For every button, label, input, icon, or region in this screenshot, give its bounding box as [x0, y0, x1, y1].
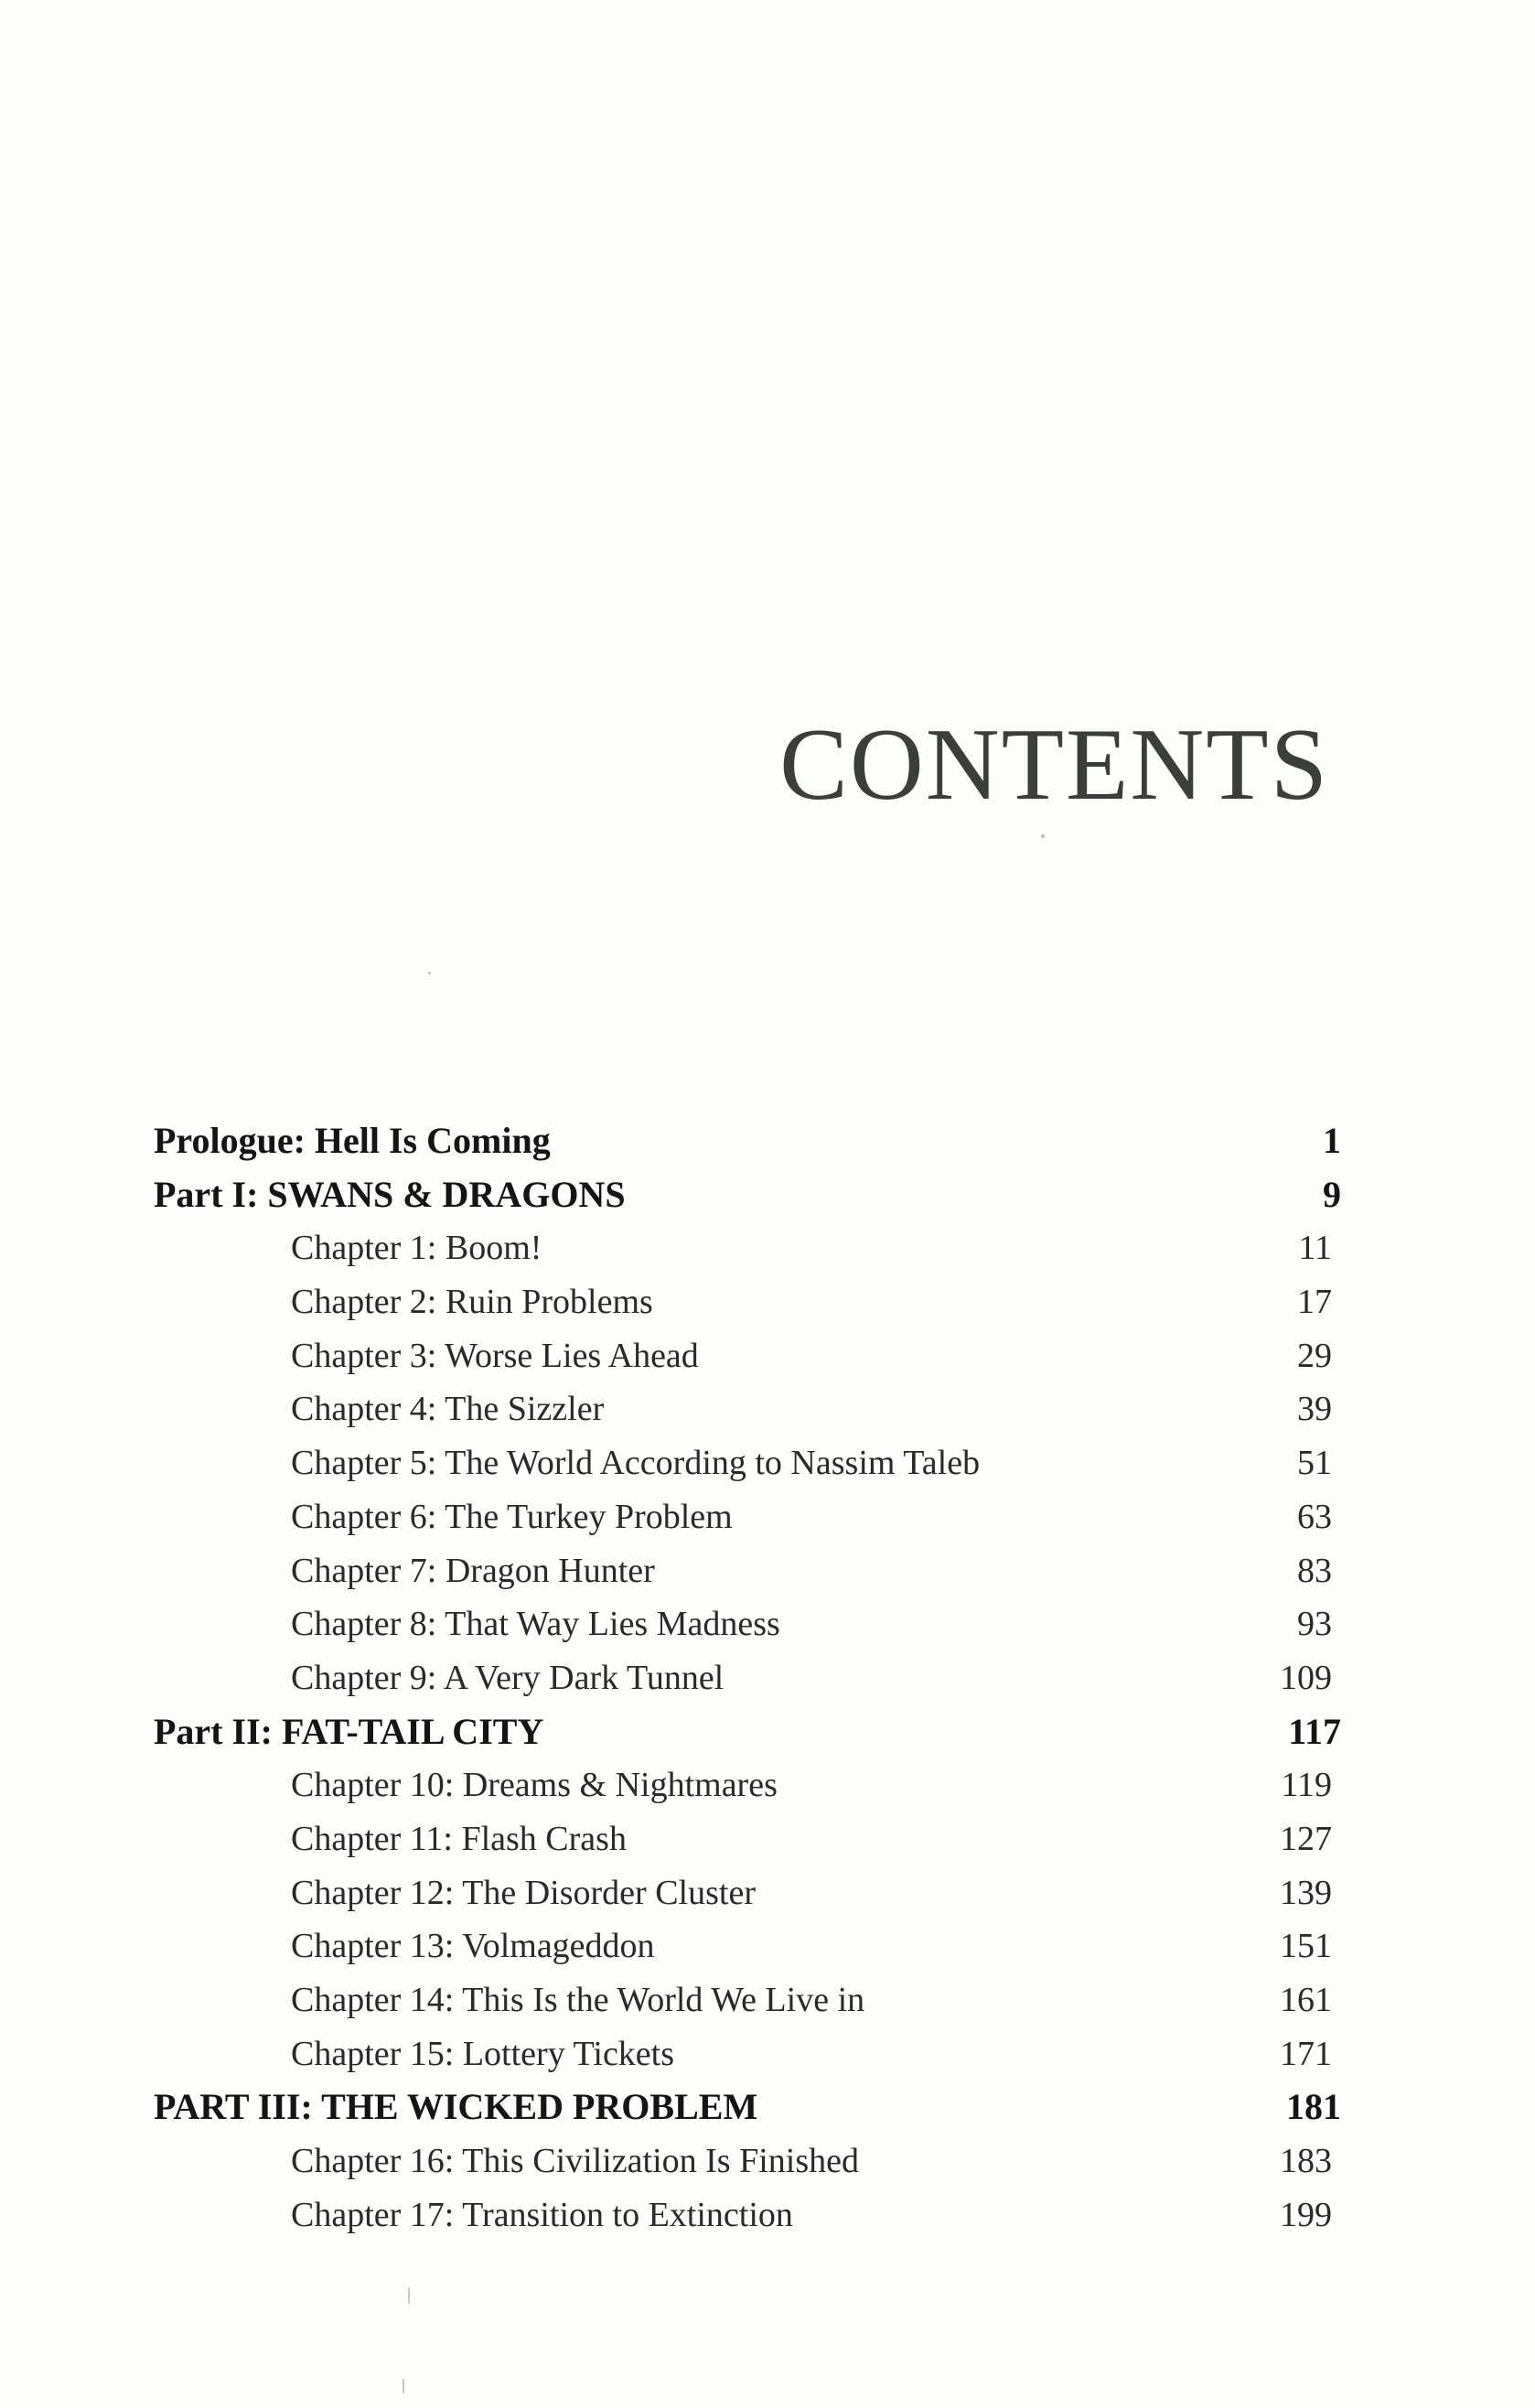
toc-page-number: 181	[1286, 2086, 1341, 2128]
toc-chapter-row	[154, 1866, 1341, 1920]
toc-entry-title: Chapter 7: Dragon Hunter	[291, 1551, 655, 1590]
toc-entry-title: Chapter 12: The Disorder Cluster	[291, 1873, 756, 1912]
toc-page-number: 9	[1323, 1173, 1341, 1215]
toc-page-number: 93	[1297, 1605, 1332, 1644]
toc-part-row	[154, 2080, 1341, 2134]
toc-entry-title: Chapter 17: Transition to Extinction	[291, 2195, 793, 2234]
toc-page-number: 39	[1297, 1390, 1332, 1429]
toc-page-number: 139	[1280, 1873, 1332, 1912]
toc-page-number: 63	[1297, 1497, 1332, 1536]
toc-chapter-row	[154, 1973, 1341, 2027]
toc-chapter-row	[154, 1221, 1341, 1275]
toc-page-number: 83	[1297, 1551, 1332, 1590]
toc-entry-title: Chapter 16: This Civilization Is Finished	[291, 2142, 859, 2181]
toc-page-number: 117	[1288, 1710, 1341, 1752]
page-title: CONTENTS	[779, 708, 1329, 822]
scan-speck	[428, 972, 431, 974]
toc-page-number: 119	[1281, 1766, 1332, 1805]
toc-page-number: 199	[1280, 2195, 1332, 2234]
toc-chapter-row	[154, 1919, 1341, 1973]
toc-page-number: 1	[1323, 1120, 1341, 1161]
toc-entry-title: Chapter 2: Ruin Problems	[291, 1283, 653, 1322]
toc-page-number: 127	[1280, 1819, 1332, 1858]
toc-chapter-row	[154, 1436, 1341, 1490]
table-of-contents	[154, 1114, 1341, 2241]
toc-part-row	[154, 1168, 1341, 1222]
toc-entry-title: Chapter 13: Volmageddon	[291, 1927, 655, 1966]
toc-page-number: 183	[1280, 2142, 1332, 2181]
toc-entry-title: Part II: FAT-TAIL CITY	[154, 1710, 544, 1752]
toc-chapter-row	[154, 1758, 1341, 1812]
toc-entry-title: Chapter 4: The Sizzler	[291, 1390, 605, 1429]
toc-page-number: 51	[1297, 1444, 1332, 1483]
toc-entry-title: Chapter 5: The World According to Nassim Taleb	[291, 1444, 981, 1483]
toc-chapter-row	[154, 1329, 1341, 1383]
toc-chapter-row	[154, 1651, 1341, 1705]
toc-page-number: 29	[1297, 1336, 1332, 1375]
toc-page-number: 161	[1280, 1981, 1332, 2019]
toc-entry-title: Chapter 3: Worse Lies Ahead	[291, 1336, 699, 1375]
toc-entry-title: Chapter 9: A Very Dark Tunnel	[291, 1658, 725, 1697]
scan-speck	[1041, 834, 1045, 838]
toc-entry-title: Chapter 15: Lottery Tickets	[291, 2034, 675, 2073]
toc-chapter-row	[154, 2027, 1341, 2081]
toc-page-number: 17	[1297, 1283, 1332, 1322]
toc-chapter-row	[154, 1597, 1341, 1651]
scan-speck	[403, 2379, 404, 2393]
toc-part-row	[154, 1705, 1341, 1759]
toc-chapter-row	[154, 2188, 1341, 2242]
toc-page-number: 151	[1280, 1927, 1332, 1966]
toc-part-row	[154, 1114, 1341, 1168]
toc-chapter-row	[154, 1275, 1341, 1329]
toc-entry-title: Chapter 14: This Is the World We Live in	[291, 1981, 865, 2019]
toc-entry-title: Prologue: Hell Is Coming	[154, 1120, 551, 1161]
toc-chapter-row	[154, 1544, 1341, 1598]
toc-chapter-row	[154, 2134, 1341, 2188]
toc-chapter-row	[154, 1490, 1341, 1544]
toc-entry-title: Part I: SWANS & DRAGONS	[154, 1173, 626, 1215]
toc-entry-title: Chapter 8: That Way Lies Madness	[291, 1605, 780, 1644]
toc-entry-title: PART III: THE WICKED PROBLEM	[154, 2086, 758, 2128]
toc-page-number: 109	[1280, 1658, 1332, 1697]
toc-page-number: 171	[1280, 2034, 1332, 2073]
toc-entry-title: Chapter 6: The Turkey Problem	[291, 1497, 733, 1536]
toc-chapter-row	[154, 1382, 1341, 1436]
toc-entry-title: Chapter 10: Dreams & Nightmares	[291, 1766, 778, 1805]
toc-entry-title: Chapter 11: Flash Crash	[291, 1819, 627, 1858]
toc-entry-title: Chapter 1: Boom!	[291, 1229, 542, 1268]
scan-speck	[408, 2287, 410, 2304]
toc-page-number: 11	[1298, 1229, 1332, 1268]
toc-chapter-row	[154, 1812, 1341, 1866]
